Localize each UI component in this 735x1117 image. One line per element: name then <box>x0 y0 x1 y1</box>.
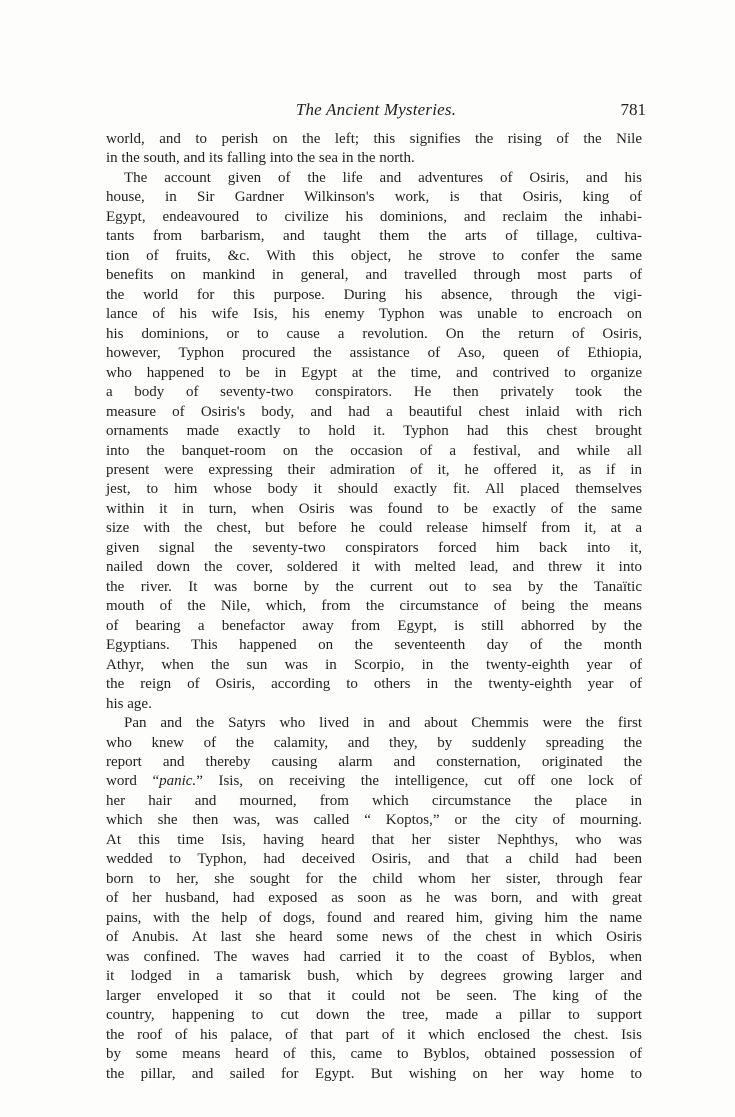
text-line: report and thereby causing alarm and consternation, originated the <box>106 754 642 770</box>
text-line: measure of Osiris's body, and had a beautiful chest inlaid with rich <box>106 403 642 420</box>
text-line: Pan and the Satyrs who lived in and about Chemmis were the first <box>124 715 642 732</box>
text-line: wedded to Typhon, had deceived Osiris, and that a child had been <box>106 851 642 868</box>
text-line: word “panic.” Isis, on receiving the intelligence, cut off one lock of <box>106 773 642 790</box>
text-line: present were expressing their admiration of it, he offered it, as if in <box>106 461 642 478</box>
text-line: Egypt, endeavoured to civilize his dominions, and reclaim the inhabi- <box>106 208 642 225</box>
body-text <box>106 130 642 1084</box>
text-line: At this time Isis, having heard that her sister Nephthys, who was <box>106 831 642 848</box>
text-line: born to her, she sought for the child whom her sister, through fear <box>106 870 642 887</box>
text-line: the river. It was borne by the current out to sea by the Tanaïtic <box>106 578 642 595</box>
text-line: nailed down the cover, soldered it with melted lead, and threw it into <box>106 559 642 576</box>
text-line: his age. <box>106 695 152 712</box>
text-line: a body of seventy-two conspirators. He then privately took the <box>106 384 642 401</box>
text-line: who knew of the calamity, and they, by suddenly spreading the <box>106 734 642 751</box>
text-line: was confined. The waves had carried it to the coast of Byblos, when <box>106 948 642 965</box>
text-line: mouth of the Nile, which, from the circumstance of being the means <box>106 598 642 615</box>
italic-word: panic. <box>159 773 197 790</box>
text-line: it lodged in a tamarisk bush, which by degrees growing larger and <box>106 968 642 985</box>
text-line: given signal the seventy-two conspirators forced him back into it, <box>106 539 642 556</box>
text-line: the reign of Osiris, according to others in the twenty-eighth year of <box>106 676 642 693</box>
text-line: the roof of his palace, of that part of it which enclosed the chest. Isis <box>106 1026 642 1043</box>
text-line: the pillar, and sailed for Egypt. But wishing on her way home to <box>106 1065 642 1082</box>
text-line: larger enveloped it so that it could not be seen. The king of the <box>106 987 642 1004</box>
running-title: The Ancient Mysteries. <box>295 100 457 119</box>
text-line: size with the chest, but before he could release himself from it, at a <box>106 520 642 537</box>
text-line: tion of fruits, &c. With this object, he strove to confer the same <box>106 247 642 264</box>
text-line: who happened to be in Egypt at the time, and contrived to organize <box>106 364 642 381</box>
text-line: the world for this purpose. During his absence, through the vigi- <box>106 286 642 303</box>
text-line: Egyptians. This happened on the seventeenth day of the month <box>106 637 642 654</box>
text-line: Athyr, when the sun was in Scorpio, in the twenty-eighth year of <box>106 656 642 673</box>
text-line: lance of his wife Isis, his enemy Typhon was unable to encroach on <box>106 306 642 323</box>
text-line: of her husband, had exposed as soon as he was born, and with great <box>106 890 642 907</box>
text-line: within it in turn, when Osiris was found to be exactly of the same <box>106 500 642 517</box>
text-line: of Anubis. At last she heard some news of the chest in which Osiris <box>106 929 642 946</box>
text-line: The account given of the life and adventures of Osiris, and his <box>124 169 642 186</box>
text-line: her hair and mourned, from which circumstance the place in <box>106 792 642 809</box>
text-line: ornaments made exactly to hold it. Typhon had this chest brought <box>106 423 642 440</box>
text-line: tants from barbarism, and taught them the arts of tillage, cultiva- <box>106 228 642 245</box>
text-line: house, in Sir Gardner Wilkinson's work, is that Osiris, king of <box>106 189 642 206</box>
running-head <box>106 100 646 124</box>
text-line: of bearing a benefactor away from Egypt, is still abhorred by the <box>106 617 642 634</box>
text-line: by some means heard of this, came to Byblos, obtained possession of <box>106 1046 642 1063</box>
text-line: pains, with the help of dogs, found and reared him, giving him the name <box>106 909 642 926</box>
text-line: his dominions, or to cause a revolution. On the return of Osiris, <box>106 325 642 342</box>
text-line: benefits on mankind in general, and travelled through most parts of <box>106 267 642 284</box>
text-line: into the banquet-room on the occasion of a festival, and while all <box>106 442 642 459</box>
text-line: however, Typhon procured the assistance of Aso, queen of Ethiopia, <box>106 345 642 362</box>
text-line: jest, to him whose body it should exactly fit. All placed themselves <box>106 481 642 498</box>
page-number: 781 <box>620 100 646 119</box>
text-line: world, and to perish on the left; this signifies the rising of the Nile <box>106 131 642 147</box>
text-line: country, happening to cut down the tree, made a pillar to support <box>106 1007 642 1024</box>
text-line: which she then was, was called “ Koptos,” or the city of mourning. <box>106 812 642 829</box>
text-line: in the south, and its falling into the sea in the north. <box>106 150 415 167</box>
